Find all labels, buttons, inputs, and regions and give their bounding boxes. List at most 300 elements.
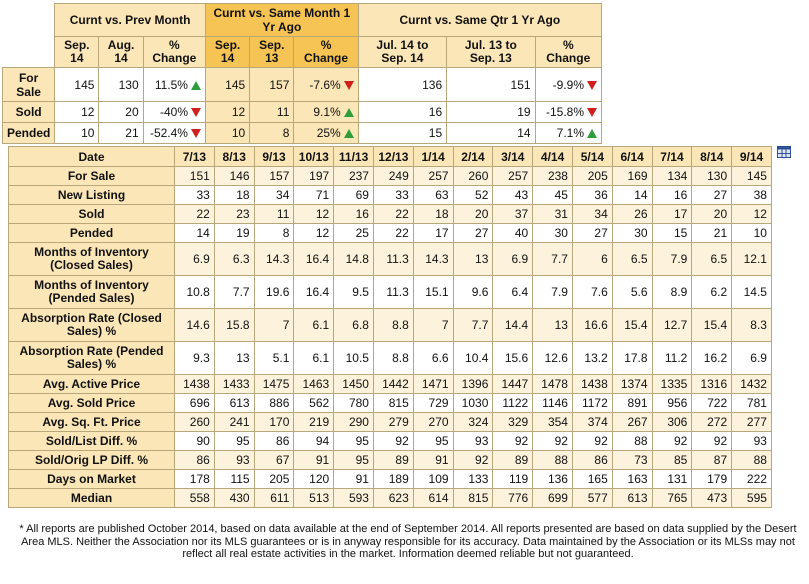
trend-down-icon: [191, 108, 201, 117]
stats-value-cell: 93: [732, 432, 772, 451]
stats-value-cell: 197: [294, 167, 334, 186]
date-header: Date: [9, 147, 175, 167]
trend-up-icon: [344, 108, 354, 117]
cell-text: 21: [125, 126, 139, 140]
stats-value-cell: 6.3: [214, 243, 254, 276]
stats-value-cell: 696: [175, 394, 215, 413]
stats-row: [9, 309, 772, 342]
cell-text: 145: [74, 77, 95, 92]
month-column-header: 9/13: [254, 147, 294, 167]
stats-value-cell: 30: [533, 224, 573, 243]
stats-value-cell: 86: [175, 451, 215, 470]
stats-value-cell: 20: [453, 205, 493, 224]
stats-value-cell: 178: [175, 470, 215, 489]
stats-value-cell: 88: [533, 451, 573, 470]
percent-change-cell: [294, 68, 358, 102]
stats-value-cell: 22: [373, 224, 413, 243]
cell-text: -40%: [159, 105, 188, 119]
cell-text: 136: [422, 77, 443, 92]
subheader: % Change: [143, 37, 205, 68]
subheader: Jul. 14 to Sep. 14: [358, 37, 446, 68]
stats-value-cell: 151: [175, 167, 215, 186]
stats-row: [9, 394, 772, 413]
stats-value-cell: 115: [214, 470, 254, 489]
cell-text: 10: [81, 126, 95, 140]
stats-value-cell: 89: [493, 451, 533, 470]
cell-text: -15.8%: [545, 105, 584, 119]
stats-value-cell: 886: [254, 394, 294, 413]
cell-text: 8: [282, 126, 290, 140]
stats-value-cell: 1172: [572, 394, 612, 413]
stats-value-cell: 12.1: [732, 243, 772, 276]
trend-down-icon: [191, 129, 201, 138]
stats-value-cell: 1438: [175, 375, 215, 394]
stats-value-cell: 120: [294, 470, 334, 489]
cell-text: 11: [276, 105, 290, 119]
stats-value-cell: 780: [334, 394, 374, 413]
stats-value-cell: 781: [732, 394, 772, 413]
stats-row: [9, 186, 772, 205]
stats-value-cell: 86: [572, 451, 612, 470]
stats-value-cell: 21: [692, 224, 732, 243]
stats-value-cell: 157: [254, 167, 294, 186]
month-column-header: 6/14: [612, 147, 652, 167]
stats-value-cell: 15.6: [493, 342, 533, 375]
group-prev-month: Curnt vs. Prev Month: [55, 4, 206, 37]
month-column-header: 2/14: [453, 147, 493, 167]
stats-value-cell: 17.8: [612, 342, 652, 375]
month-column-header: 9/14: [732, 147, 772, 167]
percent-change-cell: [143, 68, 205, 102]
percent-change-cell: [535, 102, 601, 123]
stats-value-cell: 270: [413, 413, 453, 432]
stats-value-cell: 267: [612, 413, 652, 432]
stats-value-cell: 306: [652, 413, 692, 432]
stats-value-cell: 9.3: [175, 342, 215, 375]
comparison-row-label: For Sale: [3, 68, 55, 102]
stats-value-cell: 613: [612, 489, 652, 508]
stats-value-cell: 71: [294, 186, 334, 205]
stats-value-cell: 14: [612, 186, 652, 205]
stats-value-cell: 6.4: [493, 276, 533, 309]
stats-value-cell: 15.1: [413, 276, 453, 309]
stats-value-cell: 18: [214, 186, 254, 205]
stats-value-cell: 16.4: [294, 276, 334, 309]
cell-text: 10: [231, 126, 246, 140]
stats-row: [9, 413, 772, 432]
percent-change-cell: [294, 102, 358, 123]
stats-value-cell: 43: [493, 186, 533, 205]
stats-value-cell: 10.4: [453, 342, 493, 375]
stats-value-cell: 93: [453, 432, 493, 451]
month-column-header: 7/13: [175, 147, 215, 167]
stats-value-cell: 131: [652, 470, 692, 489]
subheader: Sep. 14: [205, 37, 249, 68]
stats-value-cell: 22: [373, 205, 413, 224]
stats-value-cell: 40: [493, 224, 533, 243]
stats-value-cell: 136: [533, 470, 573, 489]
stats-value-cell: 1146: [533, 394, 573, 413]
stats-value-cell: 10.5: [334, 342, 374, 375]
stats-value-cell: 165: [572, 470, 612, 489]
stats-value-cell: 119: [493, 470, 533, 489]
stats-value-cell: 205: [254, 470, 294, 489]
stats-value-cell: 8.8: [373, 342, 413, 375]
stats-value-cell: 20: [692, 205, 732, 224]
stats-value-cell: 15.8: [214, 309, 254, 342]
stats-value-cell: 5.1: [254, 342, 294, 375]
stats-value-cell: 91: [334, 470, 374, 489]
stats-value-cell: 1433: [214, 375, 254, 394]
stats-value-cell: 6.8: [334, 309, 374, 342]
trend-down-icon: [587, 81, 597, 90]
stats-row-label: Median: [9, 489, 175, 508]
subheader: % Change: [535, 37, 601, 68]
comparison-value-cell: [55, 102, 99, 123]
stats-value-cell: 1432: [732, 375, 772, 394]
stats-value-cell: 13: [453, 243, 493, 276]
stats-value-cell: 134: [652, 167, 692, 186]
stats-value-cell: 6.6: [413, 342, 453, 375]
stats-row-label: Months of Inventory (Pended Sales): [9, 276, 175, 309]
stats-value-cell: 14.4: [493, 309, 533, 342]
trend-up-icon: [587, 129, 597, 138]
stats-value-cell: 1463: [294, 375, 334, 394]
stats-value-cell: 12.6: [533, 342, 573, 375]
comparison-value-cell: [99, 102, 143, 123]
stats-value-cell: 19.6: [254, 276, 294, 309]
stats-value-cell: 7.9: [652, 243, 692, 276]
stats-value-cell: 109: [413, 470, 453, 489]
stats-value-cell: 611: [254, 489, 294, 508]
stats-value-cell: 92: [652, 432, 692, 451]
stats-value-cell: 16.6: [572, 309, 612, 342]
stats-value-cell: 95: [214, 432, 254, 451]
cell-text: 16: [428, 105, 443, 119]
stats-value-cell: 260: [175, 413, 215, 432]
stats-value-cell: 815: [453, 489, 493, 508]
stats-value-cell: 473: [692, 489, 732, 508]
stats-value-cell: 52: [453, 186, 493, 205]
trend-up-icon: [344, 129, 354, 138]
stats-value-cell: 88: [612, 432, 652, 451]
stats-value-cell: 30: [612, 224, 652, 243]
stats-value-cell: 11.3: [373, 276, 413, 309]
stats-value-cell: 92: [533, 432, 573, 451]
cell-text: -52.4%: [149, 126, 188, 140]
percent-change-cell: [535, 123, 601, 144]
stats-value-cell: 1316: [692, 375, 732, 394]
stats-value-cell: 95: [413, 432, 453, 451]
comparison-value-cell: [250, 68, 294, 102]
stats-value-cell: 11: [254, 205, 294, 224]
cell-text: -9.9%: [552, 77, 584, 92]
stats-value-cell: 722: [692, 394, 732, 413]
stats-value-cell: 7: [254, 309, 294, 342]
stats-value-cell: 179: [692, 470, 732, 489]
stats-row-label: Absorption Rate (Pended Sales) %: [9, 342, 175, 375]
stats-value-cell: 15.4: [692, 309, 732, 342]
stats-value-cell: 67: [254, 451, 294, 470]
stats-value-cell: 279: [373, 413, 413, 432]
stats-row: [9, 432, 772, 451]
stats-row-label: Avg. Sq. Ft. Price: [9, 413, 175, 432]
cell-text: 7.1%: [556, 126, 584, 140]
stats-value-cell: 8.9: [652, 276, 692, 309]
cell-text: 11.5%: [154, 77, 188, 92]
stats-value-cell: 45: [533, 186, 573, 205]
comparison-value-cell: [55, 68, 99, 102]
subheader: % Change: [294, 37, 358, 68]
stats-value-cell: 16: [652, 186, 692, 205]
month-column-header: 8/14: [692, 147, 732, 167]
stats-value-cell: 257: [413, 167, 453, 186]
stats-value-cell: 92: [572, 432, 612, 451]
comparison-value-cell: [205, 68, 249, 102]
stats-value-cell: 6: [572, 243, 612, 276]
stats-value-cell: 257: [493, 167, 533, 186]
stats-value-cell: 92: [453, 451, 493, 470]
stats-row-label: Avg. Sold Price: [9, 394, 175, 413]
stats-value-cell: 25: [334, 224, 374, 243]
stats-value-cell: 1396: [453, 375, 493, 394]
cell-text: 12: [81, 105, 95, 119]
stats-value-cell: 513: [294, 489, 334, 508]
stats-value-cell: 22: [175, 205, 215, 224]
corner-cell: [3, 4, 55, 37]
stats-value-cell: 1122: [493, 394, 533, 413]
stats-value-cell: 14.5: [732, 276, 772, 309]
stats-value-cell: 237: [334, 167, 374, 186]
stats-value-cell: 37: [493, 205, 533, 224]
stats-value-cell: 7.7: [453, 309, 493, 342]
stats-row-label: Months of Inventory (Closed Sales): [9, 243, 175, 276]
stats-value-cell: 623: [373, 489, 413, 508]
stats-value-cell: 27: [453, 224, 493, 243]
table-export-icon[interactable]: [777, 146, 791, 158]
stats-value-cell: 815: [373, 394, 413, 413]
stats-value-cell: 6.2: [692, 276, 732, 309]
stats-header-row: [9, 147, 772, 167]
stats-row-label: Absorption Rate (Closed Sales) %: [9, 309, 175, 342]
stats-value-cell: 12: [294, 205, 334, 224]
stats-value-cell: 219: [294, 413, 334, 432]
stats-value-cell: 249: [373, 167, 413, 186]
stats-value-cell: 613: [214, 394, 254, 413]
stats-value-cell: 73: [612, 451, 652, 470]
cell-text: 145: [225, 77, 246, 92]
stats-value-cell: 10.8: [175, 276, 215, 309]
stats-value-cell: 133: [453, 470, 493, 489]
stats-row: [9, 276, 772, 309]
stats-value-cell: 324: [453, 413, 493, 432]
comparison-value-cell: [358, 123, 446, 144]
stats-value-cell: 26: [612, 205, 652, 224]
stats-value-cell: 329: [493, 413, 533, 432]
stats-value-cell: 18: [413, 205, 453, 224]
cell-text: 157: [269, 77, 290, 92]
comparison-value-cell: [205, 123, 249, 144]
stats-value-cell: 222: [732, 470, 772, 489]
stats-value-cell: 91: [413, 451, 453, 470]
stats-value-cell: 290: [334, 413, 374, 432]
stats-value-cell: 1447: [493, 375, 533, 394]
percent-change-cell: [143, 123, 205, 144]
stats-value-cell: 189: [373, 470, 413, 489]
stats-row-label: Avg. Active Price: [9, 375, 175, 394]
stats-value-cell: 11.3: [373, 243, 413, 276]
cell-text: 19: [517, 105, 531, 119]
comparison-subheader-row: [3, 37, 602, 68]
stats-value-cell: 7.7: [214, 276, 254, 309]
comparison-value-cell: [250, 123, 294, 144]
stats-value-cell: 374: [572, 413, 612, 432]
stats-value-cell: 146: [214, 167, 254, 186]
stats-value-cell: 33: [373, 186, 413, 205]
stats-value-cell: 5.6: [612, 276, 652, 309]
stats-row: [9, 470, 772, 489]
stats-row: [9, 243, 772, 276]
stats-value-cell: 130: [692, 167, 732, 186]
stats-value-cell: 6.5: [692, 243, 732, 276]
stats-row: [9, 342, 772, 375]
stats-value-cell: 593: [334, 489, 374, 508]
subheader: Sep. 13: [250, 37, 294, 68]
cell-text: 20: [125, 105, 139, 119]
month-column-header: 3/14: [493, 147, 533, 167]
stats-value-cell: 15: [652, 224, 692, 243]
month-column-header: 11/13: [334, 147, 374, 167]
stats-value-cell: 23: [214, 205, 254, 224]
stats-value-cell: 34: [254, 186, 294, 205]
stats-value-cell: 1335: [652, 375, 692, 394]
stats-value-cell: 1478: [533, 375, 573, 394]
stats-value-cell: 7.9: [533, 276, 573, 309]
stats-value-cell: 17: [652, 205, 692, 224]
trend-down-icon: [587, 108, 597, 117]
stats-value-cell: 170: [254, 413, 294, 432]
stats-value-cell: 1475: [254, 375, 294, 394]
stats-value-cell: 87: [692, 451, 732, 470]
group-same-quarter-year-ago: Curnt vs. Same Qtr 1 Yr Ago: [358, 4, 601, 37]
stats-value-cell: 92: [493, 432, 533, 451]
month-column-header: 4/14: [533, 147, 573, 167]
percent-change-cell: [535, 68, 601, 102]
stats-value-cell: 14.8: [334, 243, 374, 276]
stats-value-cell: 595: [732, 489, 772, 508]
subheader: Jul. 13 to Sep. 13: [447, 37, 535, 68]
stats-row: [9, 375, 772, 394]
stats-value-cell: 776: [493, 489, 533, 508]
stats-value-cell: 9.5: [334, 276, 374, 309]
stats-value-cell: 13: [214, 342, 254, 375]
stats-value-cell: 10: [732, 224, 772, 243]
comparison-row: [3, 102, 602, 123]
stats-value-cell: 614: [413, 489, 453, 508]
cell-text: 9.1%: [313, 105, 341, 119]
stats-value-cell: 13.2: [572, 342, 612, 375]
stats-value-cell: 12: [294, 224, 334, 243]
stats-value-cell: 16.2: [692, 342, 732, 375]
stats-value-cell: 90: [175, 432, 215, 451]
stats-row-label: Pended: [9, 224, 175, 243]
stats-value-cell: 8.8: [373, 309, 413, 342]
stats-value-cell: 260: [453, 167, 493, 186]
stats-value-cell: 95: [334, 451, 374, 470]
comparison-group-row: [3, 4, 602, 37]
comparison-table: [2, 3, 602, 144]
stats-value-cell: 92: [692, 432, 732, 451]
stats-row: [9, 224, 772, 243]
stats-value-cell: 729: [413, 394, 453, 413]
stats-value-cell: 163: [612, 470, 652, 489]
stats-value-cell: 6.9: [732, 342, 772, 375]
stats-value-cell: 92: [373, 432, 413, 451]
group-same-month-year-ago: Curnt vs. Same Month 1 Yr Ago: [205, 4, 358, 37]
stats-value-cell: 277: [732, 413, 772, 432]
cell-text: 25%: [316, 126, 341, 140]
stats-value-cell: 562: [294, 394, 334, 413]
stats-value-cell: 1471: [413, 375, 453, 394]
stats-value-cell: 891: [612, 394, 652, 413]
stats-row-label: New Listing: [9, 186, 175, 205]
stats-value-cell: 85: [652, 451, 692, 470]
stats-value-cell: 8.3: [732, 309, 772, 342]
stats-value-cell: 205: [572, 167, 612, 186]
stats-value-cell: 6.1: [294, 309, 334, 342]
subheader: Aug. 14: [99, 37, 143, 68]
stats-value-cell: 7: [413, 309, 453, 342]
stats-value-cell: 16.4: [294, 243, 334, 276]
subheader: Sep. 14: [55, 37, 99, 68]
stats-row: [9, 205, 772, 224]
stats-value-cell: 16: [334, 205, 374, 224]
stats-value-cell: 86: [254, 432, 294, 451]
stats-value-cell: 699: [533, 489, 573, 508]
comparison-value-cell: [99, 123, 143, 144]
comparison-value-cell: [447, 68, 535, 102]
stats-value-cell: 69: [334, 186, 374, 205]
stats-value-cell: 95: [334, 432, 374, 451]
comparison-value-cell: [99, 68, 143, 102]
stats-value-cell: 88: [732, 451, 772, 470]
stats-value-cell: 89: [373, 451, 413, 470]
stats-value-cell: 27: [572, 224, 612, 243]
comparison-row: [3, 123, 602, 144]
percent-change-cell: [143, 102, 205, 123]
cell-text: -7.6%: [309, 77, 341, 92]
comparison-row: [3, 68, 602, 102]
stats-value-cell: 1442: [373, 375, 413, 394]
percent-change-cell: [294, 123, 358, 144]
stats-value-cell: 38: [732, 186, 772, 205]
month-column-header: 10/13: [294, 147, 334, 167]
comparison-value-cell: [358, 102, 446, 123]
stats-value-cell: 558: [175, 489, 215, 508]
stats-row-label: Sold: [9, 205, 175, 224]
cell-text: 130: [118, 77, 139, 92]
comparison-value-cell: [250, 102, 294, 123]
comparison-row-label: Pended: [3, 123, 55, 144]
stats-value-cell: 91: [294, 451, 334, 470]
stats-value-cell: 8: [254, 224, 294, 243]
stats-row: [9, 489, 772, 508]
stats-value-cell: 14.6: [175, 309, 215, 342]
stats-value-cell: 6.1: [294, 342, 334, 375]
month-column-header: 8/13: [214, 147, 254, 167]
stats-value-cell: 577: [572, 489, 612, 508]
stats-value-cell: 12.7: [652, 309, 692, 342]
